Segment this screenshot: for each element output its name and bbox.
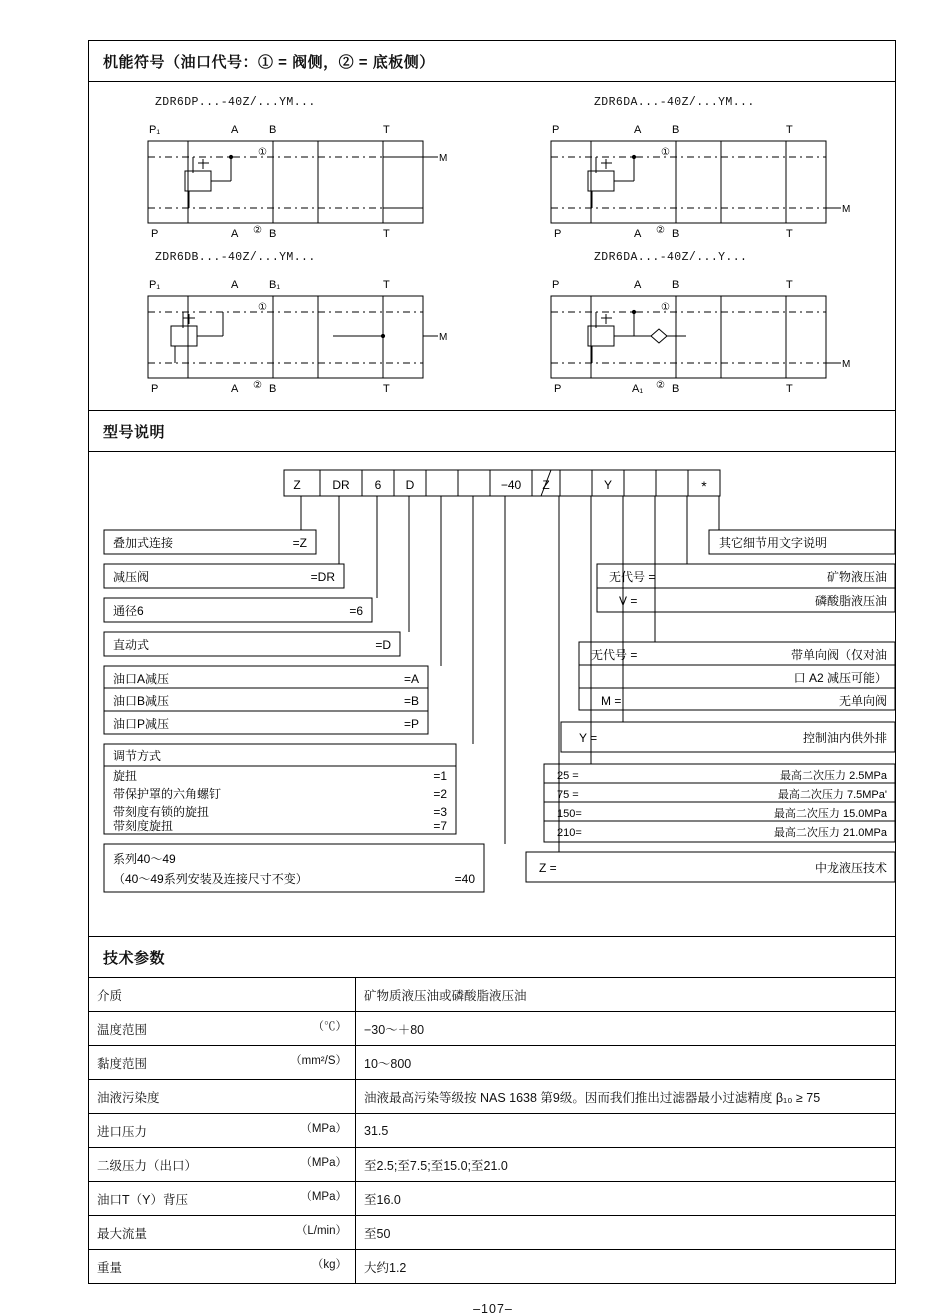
spec-value: 矿物质液压油或磷酸脂液压油 — [364, 988, 527, 1003]
symbol-label-1: ZDR6DP...-40Z/...YM... — [155, 96, 316, 109]
left-item-code: =D — [375, 638, 391, 652]
adjust-label: 带刻度有锁的旋扭 — [113, 805, 210, 819]
code-box: * — [701, 478, 707, 494]
spec-name-cell — [89, 1114, 356, 1148]
series-code: =40 — [454, 872, 475, 886]
port-label: P₁ — [149, 279, 161, 291]
pressure-left: 210= — [557, 827, 582, 839]
port-marker-bottom: ② — [253, 225, 262, 236]
check-left: 无代号 = — [591, 648, 638, 662]
symbol-label-4: ZDR6DA...-40Z/...Y... — [594, 251, 748, 264]
port-marker-top: ① — [258, 147, 267, 158]
port-label: A — [634, 228, 642, 240]
port-label: A — [634, 279, 642, 291]
port-label: A — [231, 279, 239, 291]
drain-right: 控制油内供外排 — [802, 731, 887, 745]
check-right: 带单向阀（仅对油 — [790, 648, 887, 662]
port-marker-top: ① — [661, 147, 670, 158]
fluid-right: 磷酸脂液压油 — [814, 594, 887, 608]
spec-unit: （MPa） — [300, 1157, 347, 1169]
section-header-model: 型号说明 — [89, 411, 895, 452]
check-right: 口 A2 减压可能） — [793, 671, 887, 685]
spec-value: 10～800 — [356, 1046, 896, 1080]
port-label: B — [672, 228, 680, 240]
code-box: Y — [603, 478, 613, 492]
port-label: T — [383, 383, 390, 395]
side-mark: M — [439, 332, 448, 343]
symbol-diagram-1 — [103, 113, 473, 243]
pressure-left: 75 = — [557, 789, 579, 801]
port-label: P₁ — [149, 124, 161, 136]
symbol-diagram-2 — [506, 113, 876, 243]
fluid-left: 无代号 = — [609, 570, 656, 584]
port-label: P — [554, 228, 562, 240]
spec-value: 至50 — [356, 1216, 896, 1250]
port-label: B — [672, 124, 680, 136]
code-box: −40 — [500, 478, 522, 492]
spec-name: 温度范围 — [97, 1022, 148, 1037]
port-label: T — [786, 228, 793, 240]
symbol-cell-2 — [492, 90, 895, 245]
code-box: DR — [332, 478, 350, 492]
port-label: A — [231, 383, 239, 395]
model-code-section — [89, 452, 895, 937]
tech-right: 中龙液压技术 — [814, 861, 887, 875]
document-frame — [88, 40, 896, 1284]
table-row — [89, 1182, 895, 1216]
port-marker-top: ① — [258, 302, 267, 313]
left-item-code: =DR — [310, 570, 335, 584]
spec-unit: （MPa） — [300, 1123, 347, 1135]
port-label: P — [552, 124, 560, 136]
check-left: M = — [601, 694, 622, 708]
port-label: T — [786, 124, 793, 136]
spec-name-cell — [89, 1046, 356, 1080]
spec-name: 黏度范围 — [97, 1056, 148, 1071]
table-row — [89, 978, 895, 1012]
reduce-label: 油口P减压 — [113, 717, 170, 731]
spec-unit: （MPa） — [300, 1191, 347, 1203]
code-box: D — [405, 478, 415, 492]
pressure-right: 最高二次压力 7.5MPa' — [777, 789, 887, 801]
symbol-cell-3 — [89, 245, 492, 400]
adjust-label: 带刻度旋扭 — [113, 819, 174, 833]
spec-name: 油口T（Y）背压 — [97, 1192, 188, 1207]
adjust-label: 旋扭 — [113, 769, 138, 783]
pressure-left: 150= — [557, 808, 582, 820]
spec-name-cell — [89, 1148, 356, 1182]
port-label: P — [552, 279, 560, 291]
spec-value: 至2.5;至7.5;至15.0;至21.0 — [356, 1148, 896, 1182]
port-label: A — [231, 228, 239, 240]
port-label: P — [554, 383, 562, 395]
series-line2: （40～49系列安装及连接尺寸不变） — [113, 872, 308, 886]
symbol-label-3: ZDR6DB...-40Z/...YM... — [155, 251, 316, 264]
series-line1: 系列40～49 — [113, 852, 176, 866]
left-item-label: 直动式 — [113, 638, 150, 652]
fluid-left: V = — [619, 594, 638, 608]
port-marker-top: ① — [661, 302, 670, 313]
left-item-code: =6 — [349, 604, 363, 618]
symbol-cell-4 — [492, 245, 895, 400]
code-box: Z — [542, 478, 550, 492]
port-label: P — [151, 228, 159, 240]
left-item-code: =Z — [292, 536, 307, 550]
reduce-code: =A — [403, 672, 419, 686]
left-item-label: 叠加式连接 — [113, 536, 174, 550]
spec-table — [89, 978, 895, 1283]
spec-name: 最大流量 — [97, 1226, 148, 1241]
table-row — [89, 1012, 895, 1046]
adjust-title: 调节方式 — [113, 749, 162, 763]
port-label: T — [383, 124, 390, 136]
port-label: T — [383, 279, 390, 291]
table-row — [89, 1046, 895, 1080]
spec-value: 大约1.2 — [356, 1250, 896, 1284]
drain-left: Y = — [579, 731, 598, 745]
side-mark: M — [439, 153, 448, 164]
pressure-right: 最高二次压力 21.0MPa — [773, 827, 887, 839]
adjust-code: =1 — [433, 769, 447, 783]
spec-name: 介质 — [97, 988, 123, 1003]
spec-unit: （kg） — [311, 1259, 347, 1271]
model-code-diagram — [89, 452, 895, 922]
table-row — [89, 1148, 895, 1182]
tech-left: Z = — [539, 861, 557, 875]
symbols-row-2 — [89, 245, 895, 400]
reduce-code: =P — [403, 717, 419, 731]
spec-unit: （℃） — [312, 1021, 347, 1033]
spec-name: 进口压力 — [97, 1124, 148, 1139]
fluid-right: 矿物液压油 — [826, 570, 887, 584]
reduce-label: 油口B减压 — [113, 694, 170, 708]
spec-name: 二级压力（出口） — [97, 1158, 198, 1173]
code-box: Z — [293, 478, 301, 492]
table-row — [89, 1216, 895, 1250]
symbol-diagram-4 — [506, 268, 876, 398]
port-label: A — [634, 124, 642, 136]
page-number: –107– — [473, 1302, 513, 1316]
section-header-symbols: 机能符号（油口代号：① = 阀侧，② = 底板侧） — [89, 41, 895, 82]
spec-name-cell — [89, 1080, 356, 1114]
spec-value: −30～＋80 — [356, 1012, 896, 1046]
symbol-diagram-3 — [103, 268, 473, 398]
symbol-label-2: ZDR6DA...-40Z/...YM... — [594, 96, 755, 109]
pressure-right: 最高二次压力 15.0MPa — [773, 808, 887, 820]
table-row — [89, 1114, 895, 1148]
adjust-label: 带保护罩的六角螺钉 — [113, 787, 222, 801]
spec-name-cell — [89, 1012, 356, 1046]
left-item-label: 通径6 — [113, 604, 144, 618]
reduce-label: 油口A减压 — [113, 672, 170, 686]
section-header-spec: 技术参数 — [89, 937, 895, 978]
port-label: B — [269, 383, 277, 395]
port-label: B — [269, 228, 277, 240]
port-label: T — [786, 279, 793, 291]
spec-name-cell — [89, 978, 356, 1012]
table-row — [89, 1250, 895, 1284]
port-label: T — [786, 383, 793, 395]
reduce-code: =B — [403, 694, 419, 708]
symbols-section — [89, 82, 895, 411]
symbol-cell-1 — [89, 90, 492, 245]
spec-value: 油液最高污染等级按 NAS 1638 第9级。因而我们推出过滤器最小过滤精度 β₁₀ ≥ 75 — [356, 1080, 896, 1114]
side-mark: M — [842, 204, 851, 215]
code-box: 6 — [374, 478, 382, 492]
page-content — [88, 40, 898, 1316]
port-marker-bottom: ② — [253, 380, 262, 391]
adjust-code: =7 — [433, 819, 447, 833]
side-mark: M — [842, 359, 851, 370]
spec-name: 重量 — [97, 1260, 123, 1275]
port-label: B — [672, 383, 680, 395]
spec-unit: （L/min） — [295, 1225, 347, 1237]
spec-name: 油液污染度 — [97, 1090, 160, 1105]
spec-unit: （mm²/S） — [290, 1055, 347, 1067]
pressure-right: 最高二次压力 2.5MPa — [780, 770, 887, 782]
spec-value: 31.5 — [356, 1114, 896, 1148]
left-item-label: 减压阀 — [113, 570, 150, 584]
port-marker-bottom: ② — [656, 225, 665, 236]
port-marker-bottom: ② — [656, 380, 665, 391]
adjust-code: =2 — [433, 787, 447, 801]
table-row — [89, 1080, 895, 1114]
port-label: A₁ — [632, 383, 644, 395]
adjust-code: =3 — [433, 805, 447, 819]
port-label: P — [151, 383, 159, 395]
spec-name-cell — [89, 1182, 356, 1216]
port-label: A — [231, 124, 239, 136]
spec-name-cell — [89, 1216, 356, 1250]
check-right: 无单向阀 — [838, 694, 887, 708]
port-label: B₁ — [269, 279, 281, 291]
port-label: B — [672, 279, 680, 291]
spec-name-cell — [89, 1250, 356, 1284]
spec-value: 至16.0 — [356, 1182, 896, 1216]
pressure-left: 25 = — [557, 770, 579, 782]
right-item-label: 其它细节用文字说明 — [719, 536, 828, 550]
port-label: B — [269, 124, 277, 136]
symbols-row-1 — [89, 90, 895, 245]
port-label: T — [383, 228, 390, 240]
